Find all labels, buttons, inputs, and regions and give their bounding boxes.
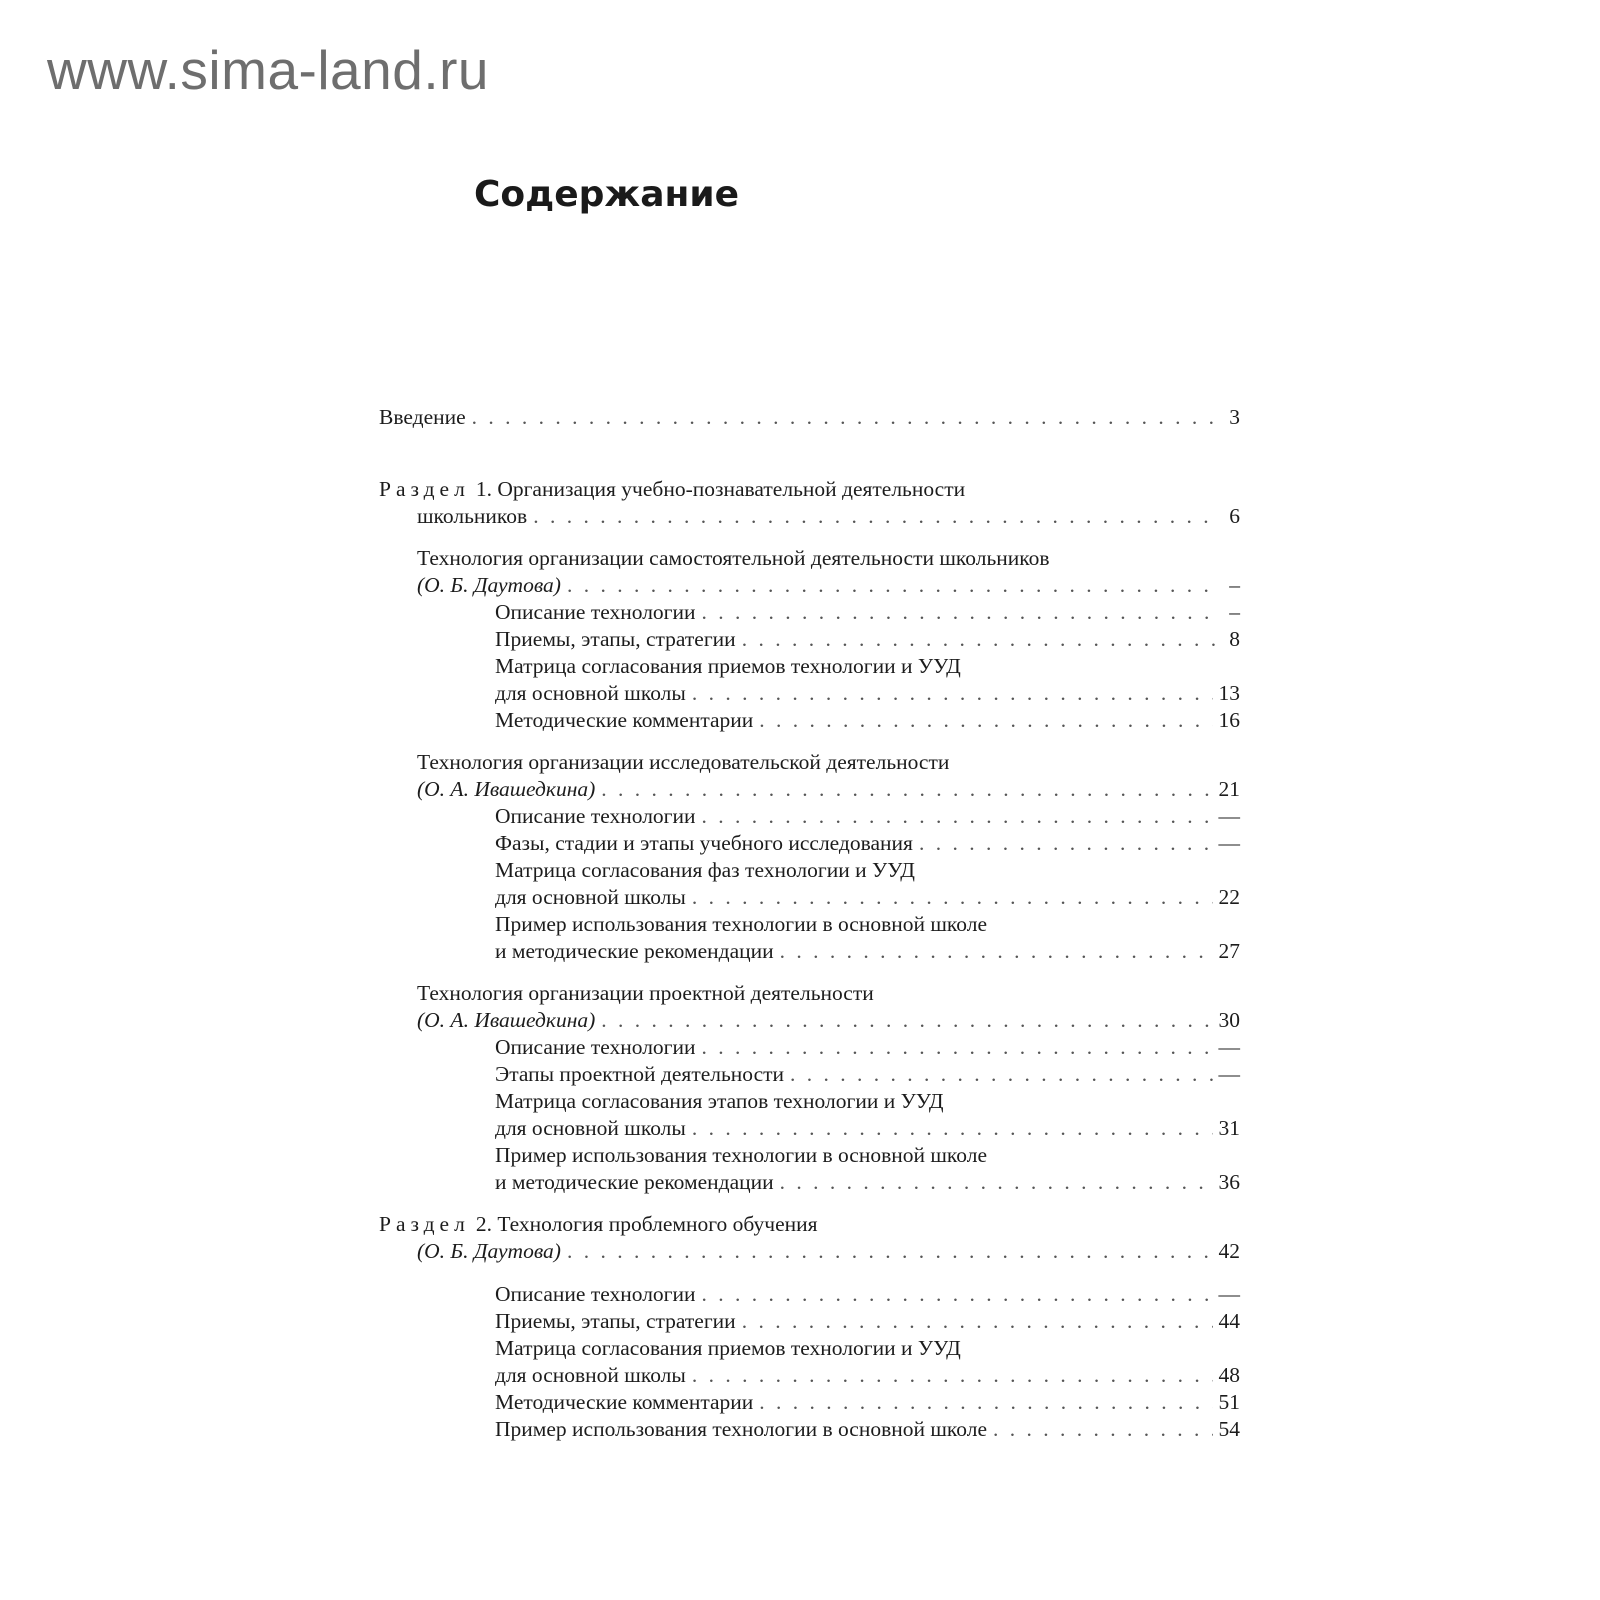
subentry-label: Описание технологии	[495, 1035, 696, 1059]
dot-leader	[692, 1115, 1213, 1142]
dot-leader	[742, 1308, 1213, 1335]
subentry-label-cont: для основной школы	[495, 885, 686, 909]
toc-subentry-cont[interactable]	[379, 1362, 1240, 1389]
page-number: 44	[1218, 1309, 1240, 1333]
dot-leader	[780, 938, 1213, 965]
subentry-label: Методические комментарии	[495, 708, 754, 732]
page-number: 16	[1218, 708, 1240, 732]
page-number: —	[1218, 1035, 1240, 1059]
subentry-label-cont: для основной школы	[495, 1363, 686, 1387]
page-number: —	[1218, 804, 1240, 828]
page-number: 27	[1218, 939, 1240, 963]
toc-section-1-heading-cont[interactable]	[379, 503, 1240, 530]
subentry-label: Матрица согласования приемов технологии и УУД	[495, 1336, 961, 1360]
page-number: 30	[1218, 1008, 1240, 1032]
subentry-label: Описание технологии	[495, 804, 696, 828]
toc-subentry[interactable]	[379, 1416, 1240, 1443]
table-of-contents	[379, 404, 1240, 1443]
chapter-title: Технология организации исследовательской деятельности	[417, 750, 950, 774]
toc-chapter-title[interactable]	[379, 545, 1240, 572]
subentry-label: Пример использования технологии в основной школе	[495, 1143, 988, 1167]
toc-section-2-heading[interactable]	[379, 1211, 1240, 1238]
dot-leader	[790, 1061, 1212, 1088]
toc-chapter-title[interactable]	[379, 980, 1240, 1007]
chapter-author: (О. А. Ивашедкина)	[417, 1008, 596, 1032]
page-number: —	[1218, 831, 1240, 855]
page-number: 8	[1229, 627, 1240, 651]
dot-leader	[692, 680, 1213, 707]
page-number: —	[1218, 1062, 1240, 1086]
section-title-cont: школьников	[417, 504, 528, 528]
page-number: 6	[1229, 504, 1240, 528]
toc-subentry-cont[interactable]	[379, 884, 1240, 911]
dot-leader	[742, 626, 1216, 653]
dot-leader	[692, 1362, 1213, 1389]
toc-entry-intro[interactable]	[379, 404, 1240, 431]
toc-section-1-heading[interactable]	[379, 476, 1240, 503]
page-number: 42	[1218, 1239, 1240, 1263]
toc-chapter-author[interactable]	[379, 776, 1240, 803]
page-number: 21	[1218, 777, 1240, 801]
toc-subentry[interactable]	[379, 830, 1240, 857]
toc-subentry[interactable]	[379, 1389, 1240, 1416]
page-number: 31	[1218, 1116, 1240, 1140]
dot-leader	[919, 830, 1213, 857]
subentry-label: Описание технологии	[495, 1282, 696, 1306]
page-number: 13	[1218, 681, 1240, 705]
dot-leader	[567, 1238, 1213, 1265]
subentry-label: Этапы проектной деятельности	[495, 1062, 785, 1086]
section-title: 1. Организация учебно-познавательной деятельности	[475, 477, 966, 501]
toc-subentry[interactable]	[379, 1142, 1240, 1169]
subentry-label: Пример использования технологии в основной школе	[495, 1417, 988, 1441]
chapter-author: (О. Б. Даутова)	[417, 573, 561, 597]
page-number: 3	[1229, 405, 1240, 429]
toc-subentry[interactable]	[379, 1034, 1240, 1061]
toc-chapter-author[interactable]	[379, 1007, 1240, 1034]
toc-subentry-cont[interactable]	[379, 1115, 1240, 1142]
page-number: 36	[1218, 1170, 1240, 1194]
toc-subentry[interactable]	[379, 1281, 1240, 1308]
dot-leader	[702, 599, 1216, 626]
section-label: Раздел	[379, 1212, 470, 1236]
chapter-title: Технология организации самостоятельной деятельности школьников	[417, 546, 1050, 570]
subentry-label: Приемы, этапы, стратегии	[495, 627, 736, 651]
subentry-label: Описание технологии	[495, 600, 696, 624]
page-number: 54	[1218, 1417, 1240, 1441]
subentry-label-cont: для основной школы	[495, 681, 686, 705]
dot-leader	[692, 884, 1213, 911]
section-label: Раздел	[379, 477, 470, 501]
subentry-label: Приемы, этапы, стратегии	[495, 1309, 736, 1333]
dot-leader	[702, 1034, 1213, 1061]
toc-subentry-cont[interactable]	[379, 938, 1240, 965]
toc-chapter-title[interactable]	[379, 749, 1240, 776]
dot-leader	[759, 707, 1212, 734]
toc-subentry[interactable]	[379, 803, 1240, 830]
dot-leader	[533, 503, 1216, 530]
toc-subentry[interactable]	[379, 626, 1240, 653]
page-number: 51	[1218, 1390, 1240, 1414]
toc-subentry[interactable]	[379, 911, 1240, 938]
subentry-label: Методические комментарии	[495, 1390, 754, 1414]
chapter-author: (О. А. Ивашедкина)	[417, 777, 596, 801]
page-number: –	[1229, 600, 1240, 624]
dot-leader	[759, 1389, 1212, 1416]
section-title: 2. Технология проблемного обучения	[475, 1212, 818, 1236]
toc-subentry[interactable]	[379, 1308, 1240, 1335]
toc-subentry[interactable]	[379, 707, 1240, 734]
chapter-author: (О. Б. Даутова)	[417, 1239, 561, 1263]
subentry-label-cont: и методические рекомендации	[495, 939, 774, 963]
dot-leader	[702, 1281, 1213, 1308]
page-title: Содержание	[474, 174, 740, 215]
dot-leader	[472, 404, 1216, 431]
subentry-label-cont: для основной школы	[495, 1116, 686, 1140]
dot-leader	[601, 1007, 1212, 1034]
dot-leader	[702, 803, 1213, 830]
subentry-label: Фазы, стадии и этапы учебного исследования	[495, 831, 913, 855]
toc-subentry[interactable]	[379, 857, 1240, 884]
toc-subentry[interactable]	[379, 1088, 1240, 1115]
page-number: —	[1218, 1282, 1240, 1306]
toc-subentry[interactable]	[379, 1335, 1240, 1362]
toc-subentry[interactable]	[379, 599, 1240, 626]
toc-subentry-cont[interactable]	[379, 680, 1240, 707]
toc-subentry[interactable]	[379, 1061, 1240, 1088]
subentry-label: Пример использования технологии в основной школе	[495, 912, 988, 936]
subentry-label: Матрица согласования этапов технологии и УУД	[495, 1089, 944, 1113]
chapter-title: Технология организации проектной деятельности	[417, 981, 874, 1005]
watermark: www.sima-land.ru	[47, 39, 490, 101]
page-number: 22	[1218, 885, 1240, 909]
toc-subentry-cont[interactable]	[379, 1169, 1240, 1196]
toc-subentry[interactable]	[379, 653, 1240, 680]
page-number: –	[1229, 573, 1240, 597]
dot-leader	[601, 776, 1212, 803]
dot-leader	[567, 572, 1216, 599]
subentry-label-cont: и методические рекомендации	[495, 1170, 774, 1194]
toc-entry-label: Введение	[379, 405, 466, 429]
dot-leader	[780, 1169, 1213, 1196]
toc-chapter-author[interactable]	[379, 1238, 1240, 1265]
dot-leader	[993, 1416, 1212, 1443]
page-number: 48	[1218, 1363, 1240, 1387]
subentry-label: Матрица согласования приемов технологии и УУД	[495, 654, 961, 678]
toc-chapter-author[interactable]	[379, 572, 1240, 599]
subentry-label: Матрица согласования фаз технологии и УУД	[495, 858, 915, 882]
